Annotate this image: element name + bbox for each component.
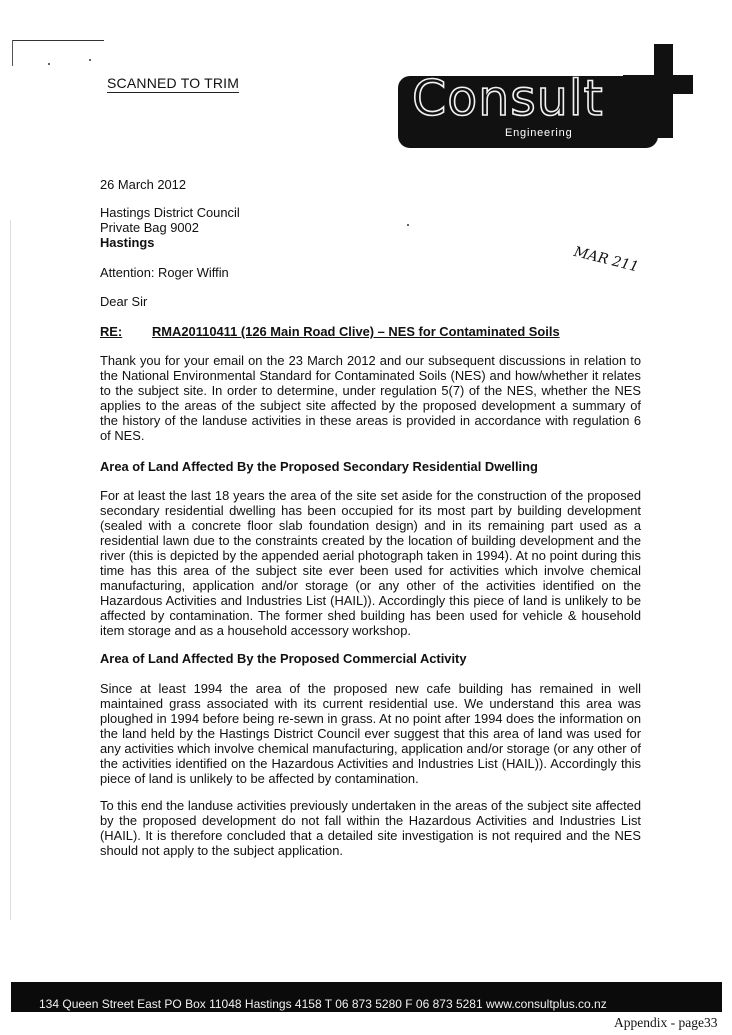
scanned-stamp: SCANNED TO TRIM [107,75,240,91]
address-line: Hastings [100,235,155,250]
section-heading: Area of Land Affected By the Proposed Commercial Activity [100,651,467,666]
section-heading: Area of Land Affected By the Proposed Secondary Residential Dwelling [100,459,538,474]
footer-contact: 134 Queen Street East PO Box 11048 Hastings 4158 T 06 873 5280 F 06 873 5281 www.consultplus.co.nz [39,997,607,1011]
salutation: Dear Sir [100,294,148,309]
scan-speck [89,59,91,61]
page-label: Appendix - page33 [614,1015,718,1030]
scan-margin-line [10,220,11,920]
address-line: Hastings District Council [100,205,240,220]
handwritten-note: MAR 211 [572,244,641,276]
letter-date: 26 March 2012 [100,177,186,192]
company-logo [398,44,693,148]
paragraph-dwelling: For at least the last 18 years the area of the site set aside for the construction of the proposed secondary residential dwelling has been occupied for its most part by building development (sealed with a concrete floor slab foundation design) and in its remaining part used as a residential lawn due to the constraints created by the location of building development and the river (this is depicted by the appended aerial photograph taken in 1994). At no point during this time has this area of the subject site ever been used for activities which involve chemical manufacturing, application and/or storage (or any other of the activities identified on the Hazardous Activities and Industries List (HAIL)). Accordingly this piece of land is unlikely to be affected by contamination. The former shed building has been used for vehicle & household item storage and as a household accessory workshop. [100,488,641,638]
recipient-address [100,205,641,250]
logo-subtitle: Engineering [505,127,573,139]
re-subject: RMA20110411 (126 Main Road Clive) – NES for Contaminated Soils [152,324,560,339]
attention-line: Attention: Roger Wiffin [100,265,229,280]
address-line: Private Bag 9002 [100,220,199,235]
re-label: RE: [100,324,123,339]
scan-speck [48,63,50,65]
letterhead-footer [11,982,722,1012]
logo-plus-icon [623,75,693,94]
paragraph-commercial: Since at least 1994 the area of the proposed new cafe building has remained in well maintained grass associated with its current residential use. We understand this area was ploughed in 1994 before being re-sewn in grass. At no point after 1994 does the information on the land held by the Hastings District Council ever suggest that this area of land was used for any activities which involve chemical manufacturing, application and/or storage (or any other of the activities identified on the Hazardous Activities and Industries List (HAIL)). Accordingly this piece of land is unlikely to be affected by contamination. [100,681,641,786]
paragraph-conclusion: To this end the landuse activities previously undertaken in the areas of the subject site affected by the proposed development do not fall within the Hazardous Activities and Industries List (HAIL). It is therefore concluded that a detailed site investigation is not required and the NES should not apply to the subject application. [100,798,641,858]
scan-corner-mark [12,40,104,41]
subject-line [100,324,641,339]
logo-wordmark: Consult [412,70,604,127]
paragraph-intro: Thank you for your email on the 23 March 2012 and our subsequent discussions in relation to the National Environmental Standard for Contaminated Soils (NES) and how/whether it relates to the subject site. In order to determine, under regulation 5(7) of the NES, whether the NES applies to the areas of the subject site affected by the proposed development a summary of the history of the landuse activities in these areas is provided in accordance with regulation 6 of NES. [100,353,641,443]
scan-corner-mark [12,40,13,66]
